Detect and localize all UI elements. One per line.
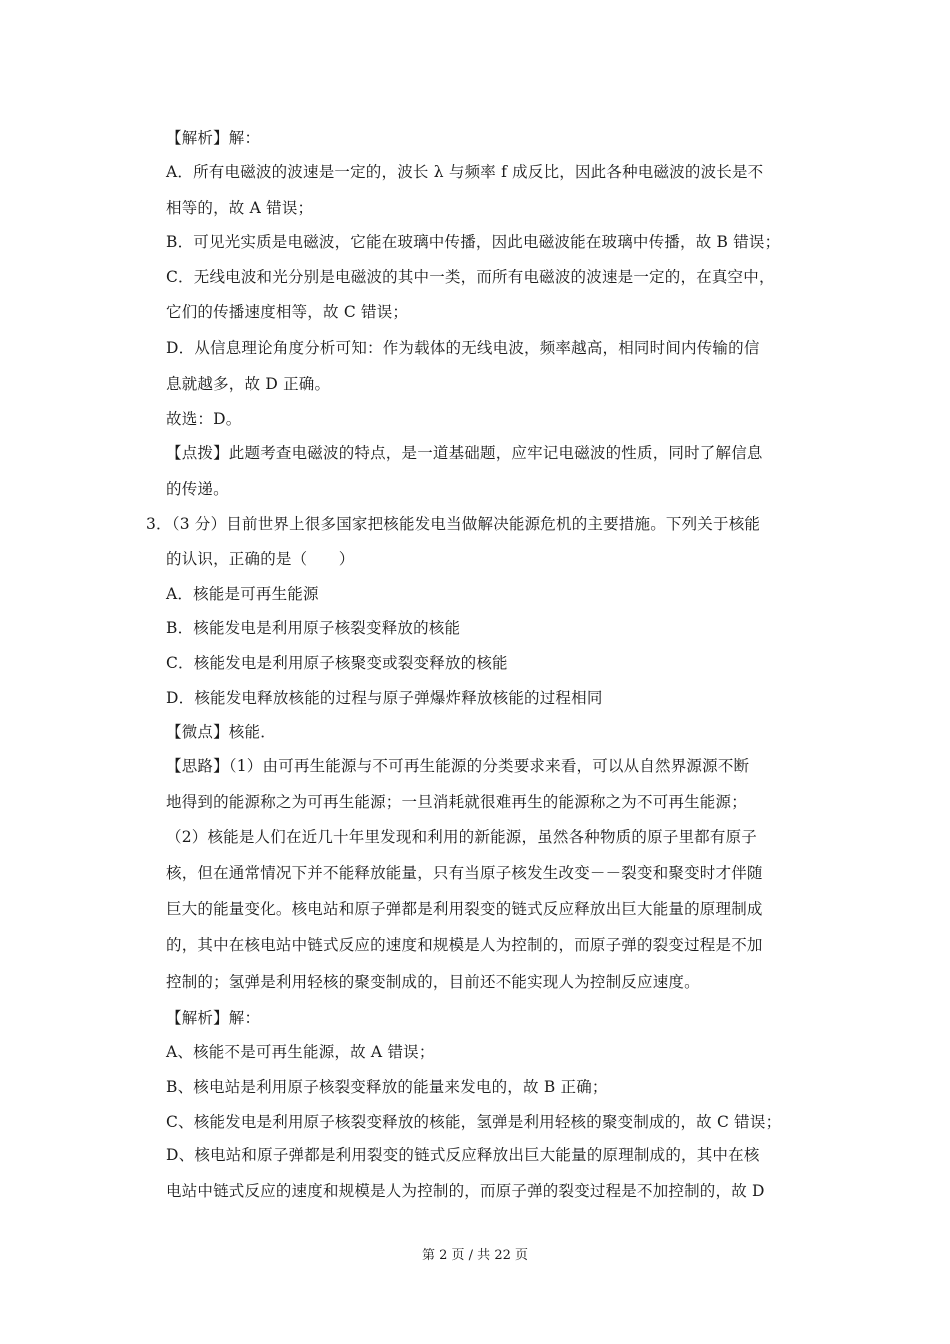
- text-line: 【点拨】此题考查电磁波的特点，是一道基础题，应牢记电磁波的性质，同时了解信息: [166, 444, 763, 462]
- text-line: C、核能发电是利用原子核裂变释放的核能，氢弹是利用轻核的聚变制成的，故 C 错误；: [166, 1113, 782, 1131]
- option-a: A．核能是可再生能源: [166, 585, 319, 603]
- text-line: 【微点】核能．: [166, 723, 276, 741]
- text-line: 地得到的能源称之为可再生能源；一旦消耗就很难再生的能源称之为不可再生能源；: [166, 793, 747, 811]
- text-line: A．所有电磁波的波速是一定的，波长 λ 与频率 f 成反比，因此各种电磁波的波长是不: [166, 163, 764, 181]
- page-footer: 第 2 页 / 共 22 页: [422, 1248, 528, 1263]
- text-line: 电站中链式反应的速度和规模是人为控制的，而原子弹的裂变过程是不加控制的，故 D: [166, 1182, 765, 1200]
- text-line: 它们的传播速度相等，故 C 错误；: [166, 303, 409, 321]
- text-line: 巨大的能量变化。核电站和原子弹都是利用裂变的链式反应释放出巨大能量的原理制成: [166, 900, 763, 918]
- option-d: D．核能发电释放核能的过程与原子弹爆炸释放核能的过程相同: [166, 689, 603, 707]
- text-line: （2）核能是人们在近几十年里发现和利用的新能源，虽然各种物质的原子里都有原子: [166, 828, 757, 846]
- text-line: 核，但在通常情况下并不能释放能量，只有当原子核发生改变－－裂变和聚变时才伴随: [166, 864, 763, 882]
- text-line: 控制的；氢弹是利用轻核的聚变制成的，目前还不能实现人为控制反应速度。: [166, 973, 700, 991]
- option-c: C．核能发电是利用原子核聚变或裂变释放的核能: [166, 654, 508, 672]
- text-line: 的，其中在核电站中链式反应的速度和规模是人为控制的，而原子弹的裂变过程是不加: [166, 936, 763, 954]
- question-3-stem: 3．（3 分）目前世界上很多国家把核能发电当做解决能源危机的主要措施。下列关于核能: [146, 515, 761, 533]
- text-line: 【解析】解：: [166, 129, 261, 147]
- text-line: C．无线电波和光分别是电磁波的其中一类，而所有电磁波的波速是一定的，在真空中，: [166, 268, 775, 286]
- text-line: A、核能不是可再生能源，故 A 错误；: [166, 1043, 435, 1061]
- text-line: 的认识，正确的是（ ）: [166, 550, 355, 568]
- text-line: 【思路】（1）由可再生能源与不可再生能源的分类要求来看，可以从自然界源源不断: [166, 757, 750, 775]
- option-b: B．核能发电是利用原子核裂变释放的核能: [166, 619, 461, 637]
- text-line: 相等的，故 A 错误；: [166, 199, 314, 217]
- text-line: D、核电站和原子弹都是利用裂变的链式反应释放出巨大能量的原理制成的，其中在核: [166, 1146, 760, 1164]
- text-line: 故选：D。: [166, 410, 242, 428]
- text-line: B、核电站是利用原子核裂变释放的能量来发电的，故 B 正确；: [166, 1078, 608, 1096]
- text-line: 息就越多，故 D 正确。: [166, 375, 331, 393]
- text-line: 的传递。: [166, 480, 229, 498]
- text-line: B．可见光实质是电磁波，它能在玻璃中传播，因此电磁波能在玻璃中传播，故 B 错误；: [166, 233, 781, 251]
- text-line: 【解析】解：: [166, 1009, 261, 1027]
- text-line: D．从信息理论角度分析可知：作为载体的无线电波，频率越高，相同时间内传输的信: [166, 339, 760, 357]
